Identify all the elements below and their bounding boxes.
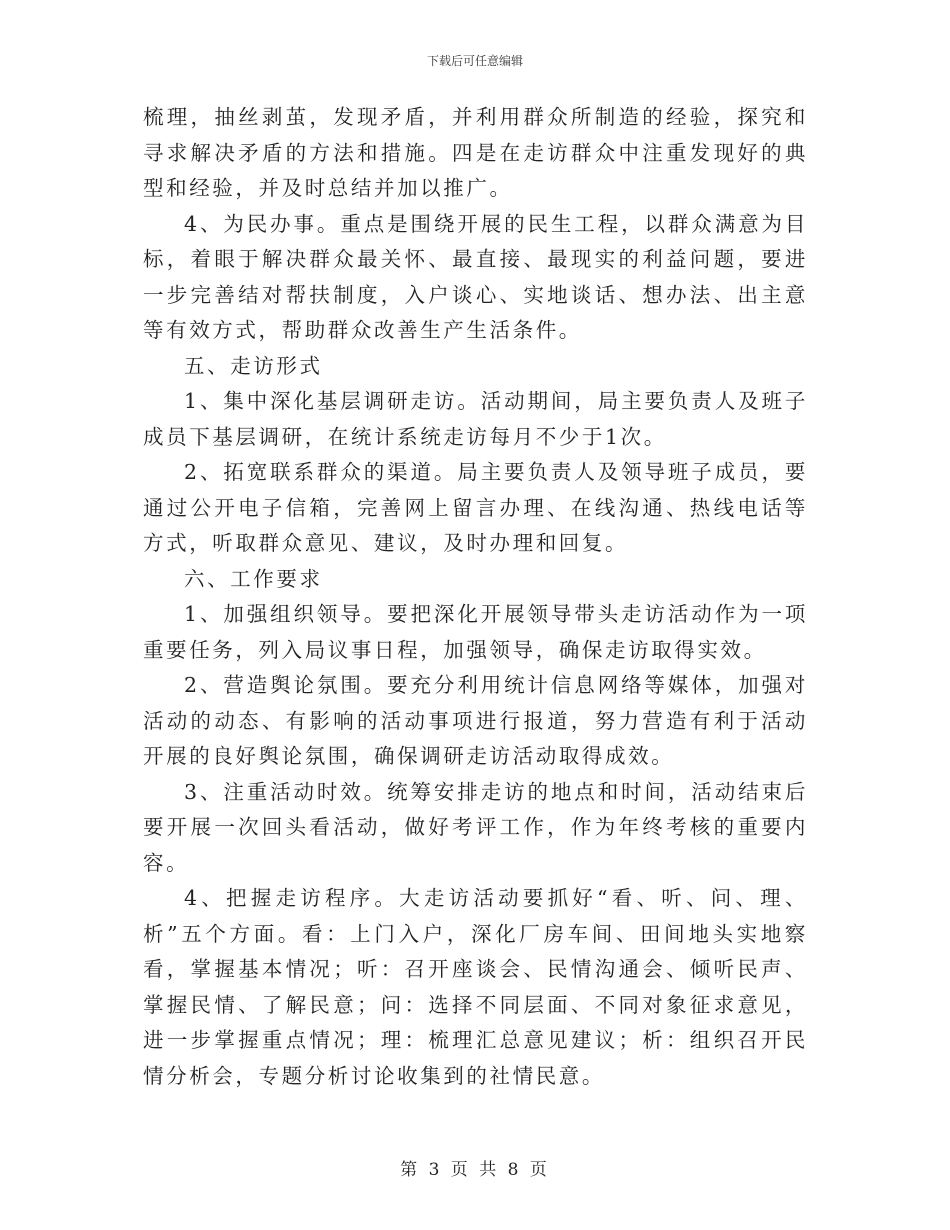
- document-body: [143, 100, 808, 1094]
- paragraph: 1、集中深化基层调研走访。活动期间，局主要负责人及班子成员下基层调研，在统计系统走访每月不少于1次。: [143, 389, 808, 449]
- paragraph: 4、为民办事。重点是围绕开展的民生工程，以群众满意为目标，着眼于解决群众最关怀、最直接、最现实的利益问题，要进一步完善结对帮扶制度，入户谈心、实地谈话、想办法、出主意等有效方式，帮助群众改善生产生活条件。: [143, 211, 808, 342]
- section-heading: 五、走访形式: [184, 353, 323, 378]
- section-heading: 六、工作要求: [184, 566, 323, 591]
- paragraph: 2、拓宽联系群众的渠道。局主要负责人及领导班子成员，要通过公开电子信箱，完善网上留言办理、在线沟通、热线电话等方式，听取群众意见、建议，及时办理和回复。: [143, 460, 808, 555]
- page-header-note: 下载后可任意编辑: [426, 54, 523, 68]
- paragraph: 4、把握走访程序。大走访活动要抓好“看、听、问、理、析”五个方面。看：上门入户，深化厂房车间、田间地头实地察看，掌握基本情况；听：召开座谈会、民情沟通会、倾听民声、掌握民情、了解民意；问：选择不同层面、不同对象征求意见，进一步掌握重点情况；理：梳理汇总意见建议；析：组织召开民情分析会，专题分析讨论收集到的社情民意。: [143, 886, 808, 1088]
- paragraph: 1、加强组织领导。要把深化开展领导带头走访活动作为一项重要任务，列入局议事日程，加强领导，确保走访取得实效。: [143, 602, 808, 662]
- paragraph: 2、营造舆论氛围。要充分利用统计信息网络等媒体，加强对活动的动态、有影响的活动事项进行报道，努力营造有利于活动开展的良好舆论氛围，确保调研走访活动取得成效。: [143, 673, 808, 768]
- paragraph: 3、注重活动时效。统筹安排走访的地点和时间，活动结束后要开展一次回头看活动，做好考评工作，作为年终考核的重要内容。: [143, 779, 808, 875]
- paragraph: 梳理，抽丝剥茧，发现矛盾，并利用群众所制造的经验，探究和寻求解决矛盾的方法和措施。四是在走访群众中注重发现好的典型和经验，并及时总结并加以推广。: [143, 105, 808, 200]
- page-number-footer: 第 3 页 共 8 页: [400, 1160, 550, 1180]
